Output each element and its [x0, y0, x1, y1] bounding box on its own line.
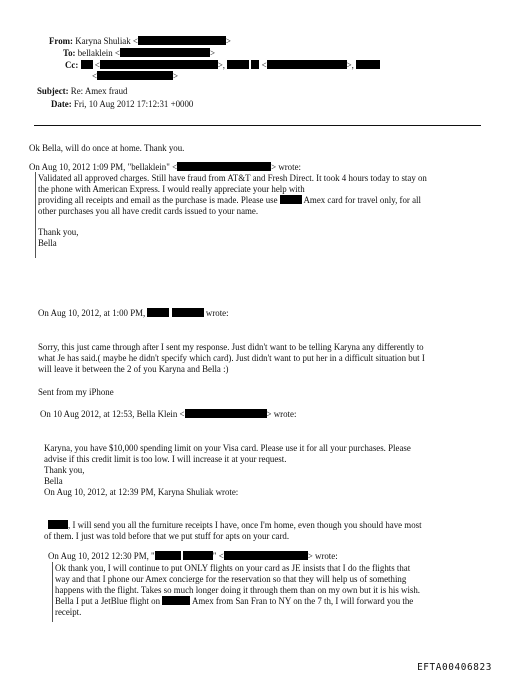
quote-line: the phone with American Express. I would really appreciate your help with — [38, 184, 305, 194]
subject-row — [37, 86, 127, 97]
quote-text: providing all receipts and email as the purchase is made. Please use — [38, 195, 278, 205]
quote-line: Thank you, — [44, 465, 85, 475]
quote-line — [48, 520, 422, 531]
quote-text: Bella I put a JetBlue flight on — [55, 596, 161, 606]
quote-attribution — [29, 162, 301, 173]
from-row: From: Karyna Shuliak < > — [49, 36, 231, 46]
quote-line: Thank you, — [38, 227, 79, 237]
redaction — [251, 60, 259, 69]
quote-line: Sorry, this just came through after I sent my response. Just didn't want to be telling Karyna any differently to — [38, 342, 424, 352]
redaction — [48, 520, 68, 529]
to-label: To: — [63, 48, 76, 58]
quote-line: receipt. — [55, 607, 82, 617]
redaction — [224, 551, 308, 560]
redaction — [155, 551, 181, 560]
redaction — [177, 162, 271, 171]
quote-line: will leave it between the 2 of you Karyna and Bella :) — [38, 364, 229, 374]
date-row — [51, 99, 193, 110]
quote-text: , I will send you all the furniture receipts I have, once I'm home, even though you should have most — [68, 520, 422, 530]
quote-line — [55, 596, 413, 607]
redaction — [120, 48, 210, 57]
quote-line: of them. I just was told before that we put stuff for apts on your card. — [44, 531, 290, 541]
attribution-text: " < — [212, 551, 224, 561]
quote-line: other purchases you all have credit cards issued to your name. — [38, 206, 259, 216]
quote-line: advise if this credit limit is too low. I will increase it at your request. — [44, 454, 287, 464]
attribution-text: On 10 Aug 2012, at 12:53, Bella Klein < — [40, 409, 185, 419]
redaction — [147, 308, 169, 317]
quote-line: way and that I phone our Amex concierge for the reservation so that they will help us of something — [55, 574, 407, 584]
quote-line: what Je has said.( maybe he didn't specify which card). Just didn't want to put her in a difficult situation but I — [38, 353, 425, 363]
redaction — [162, 596, 190, 605]
redaction — [100, 60, 218, 69]
quote-attribution — [48, 551, 338, 562]
attribution-text: On Aug 10, 2012 1:09 PM, "bellaklein" < — [29, 162, 178, 172]
quote-line: Ok thank you, I will continue to put ONLY flights on your card as JE insists that I do the flights that — [55, 563, 411, 573]
attribution-text: On Aug 10, 2012 12:30 PM, " — [48, 551, 155, 561]
cc-label: Cc: — [65, 60, 79, 70]
attribution-text: > wrote: — [266, 409, 297, 419]
redaction — [97, 71, 173, 80]
quote-line: happens with the flight. Takes so much longer doing it through them than on my own but it is his wish. — [55, 585, 421, 595]
sent-from: Sent from my iPhone — [38, 387, 114, 397]
quote-text: Amex from San Fran to NY on the 7 th, I will forward you the — [191, 596, 414, 606]
quote-attribution: On Aug 10, 2012, at 12:39 PM, Karyna Shuliak wrote: — [44, 487, 239, 497]
redaction — [138, 36, 226, 45]
redaction — [267, 60, 347, 69]
attribution-text: > wrote: — [307, 551, 338, 561]
from-value: Karyna Shuliak < — [75, 36, 138, 46]
bates-number: EFTA00406823 — [417, 662, 492, 673]
quote-line: Bella — [44, 476, 63, 486]
quote-attribution — [38, 308, 229, 319]
date-value: Fri, 10 Aug 2012 17:12:31 +0000 — [73, 99, 194, 109]
from-label: From: — [49, 36, 73, 46]
redaction — [81, 60, 93, 69]
quote-bar — [52, 562, 53, 622]
attribution-text: wrote: — [205, 308, 229, 318]
quote-line: Karyna, you have $10,000 spending limit on your Visa card. Please use it for all your purchases. Please — [44, 443, 411, 453]
quote-text: Amex card for travel only, for all — [303, 195, 421, 205]
redaction — [172, 308, 204, 317]
redaction — [227, 60, 249, 69]
redaction — [356, 60, 380, 69]
quote-bar — [35, 172, 36, 258]
to-value: bellaklein < — [77, 48, 120, 58]
subject-label: Subject: — [37, 86, 69, 96]
reply-text: Ok Bella, will do once at home. Thank you. — [29, 143, 185, 153]
quote-line: Bella — [38, 238, 57, 248]
redaction — [280, 195, 302, 204]
date-label: Date: — [51, 99, 72, 109]
cc-row-cont: < > — [92, 71, 179, 81]
attribution-text: On Aug 10, 2012, at 1:00 PM, — [38, 308, 146, 318]
subject-value: Re: Amex fraud — [70, 86, 128, 96]
quote-attribution — [40, 409, 296, 420]
quote-line — [38, 195, 421, 206]
quote-line: Validated all approved charges. Still have fraud from AT&T and Fresh Direct. It took 4 hours today to stay on — [38, 173, 427, 183]
redaction — [185, 409, 267, 418]
to-row: To: bellaklein < > — [63, 48, 215, 58]
attribution-text: > wrote: — [271, 162, 301, 172]
redaction — [183, 551, 213, 560]
header-divider — [34, 125, 481, 126]
cc-row: Cc: < >, < >, — [65, 60, 380, 71]
